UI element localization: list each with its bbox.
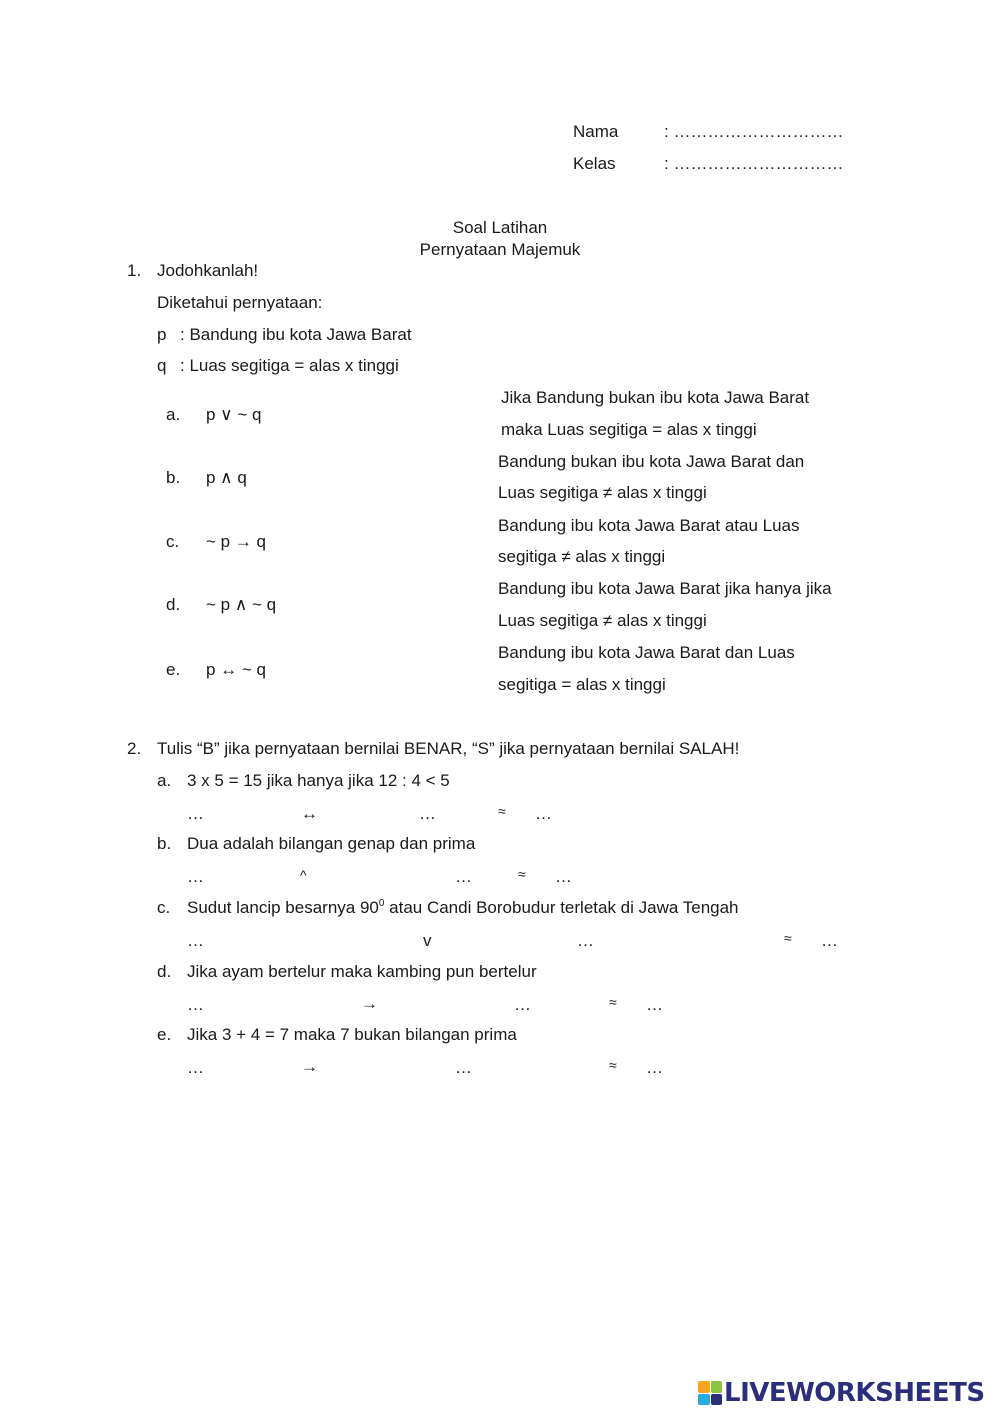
- q2-c-blank-1[interactable]: …: [187, 931, 204, 950]
- q2-a-blank-2[interactable]: …: [419, 804, 436, 823]
- match-answer-2-line2: Luas segitiga ≠ alas x tinggi: [498, 483, 707, 502]
- logo-tile: [711, 1394, 723, 1406]
- statement-q-label: q: [157, 356, 167, 375]
- match-answer-3-line1: Bandung ibu kota Jawa Barat atau Luas: [498, 516, 800, 535]
- statement-p-text: : Bandung ibu kota Jawa Barat: [180, 325, 412, 344]
- liveworksheets-logo: [698, 1378, 985, 1408]
- match-letter-b: b.: [166, 468, 181, 487]
- logo-tile: [711, 1381, 723, 1393]
- q2-d-blank-1[interactable]: …: [187, 995, 204, 1014]
- match-answer-2-line1: Bandung bukan ibu kota Jawa Barat dan: [498, 452, 805, 471]
- q2-statement-c-start: Sudut lancip besarnya 90: [187, 898, 379, 917]
- match-expr-d[interactable]: ~ p ∧ ~ q: [206, 595, 277, 614]
- q2-instruction: Tulis “B” jika pernyataan bernilai BENAR, “S” jika pernyataan bernilai SALAH!: [157, 739, 740, 758]
- q2-statement-a: 3 x 5 = 15 jika hanya jika 12 : 4 < 5: [187, 771, 450, 790]
- statement-q-text: : Luas segitiga = alas x tinggi: [180, 356, 399, 375]
- q2-e-approx: ≈: [609, 1057, 617, 1073]
- q2-c-blank-3[interactable]: …: [821, 931, 838, 950]
- match-expr-e[interactable]: p ↔ ~ q: [206, 660, 267, 679]
- q2-e-blank-2[interactable]: …: [455, 1058, 472, 1077]
- q2-statement-e: Jika 3 + 4 = 7 maka 7 bukan bilangan prima: [187, 1025, 517, 1044]
- degree-superscript: 0: [378, 898, 385, 909]
- q2-b-operator: ^: [300, 867, 307, 883]
- match-expr-b[interactable]: p ∧ q: [206, 468, 247, 487]
- q2-letter-a: a.: [157, 771, 172, 790]
- logo-text: LIVEWORKSHEETS: [724, 1378, 985, 1408]
- q2-d-operator: →: [361, 994, 378, 1013]
- match-expr-a[interactable]: p ∨ ~ q: [206, 405, 262, 424]
- class-label: Kelas: [573, 154, 616, 173]
- q2-b-approx: ≈: [518, 866, 526, 882]
- q2-d-blank-2[interactable]: …: [514, 995, 531, 1014]
- q2-statement-c-end: atau Candi Borobudur terletak di Jawa Tengah: [384, 898, 739, 917]
- q2-a-blank-3[interactable]: …: [535, 804, 552, 823]
- q2-c-operator: v: [423, 931, 432, 950]
- q2-d-approx: ≈: [609, 994, 617, 1010]
- match-expr-c[interactable]: ~ p → q: [206, 532, 267, 551]
- page-title: Soal Latihan: [452, 218, 548, 237]
- q2-b-blank-2[interactable]: …: [455, 867, 472, 886]
- q2-statement-b: Dua adalah bilangan genap dan prima: [187, 834, 476, 853]
- logo-tile: [698, 1394, 710, 1406]
- q2-b-blank-1[interactable]: …: [187, 867, 204, 886]
- logo-tile: [698, 1381, 710, 1393]
- q2-number: 2.: [127, 739, 142, 758]
- q2-statement-d: Jika ayam bertelur maka kambing pun bertelur: [187, 962, 537, 981]
- q2-e-blank-1[interactable]: …: [187, 1058, 204, 1077]
- q1-number: 1.: [127, 261, 142, 280]
- q2-e-blank-3[interactable]: …: [646, 1058, 663, 1077]
- match-answer-1-line1: Jika Bandung bukan ibu kota Jawa Barat: [501, 388, 810, 407]
- name-label: Nama: [573, 122, 619, 141]
- q2-d-blank-3[interactable]: …: [646, 995, 663, 1014]
- q2-letter-b: b.: [157, 834, 172, 853]
- match-letter-c: c.: [166, 532, 180, 551]
- q1-given: Diketahui pernyataan:: [157, 293, 323, 312]
- match-answer-5-line1: Bandung ibu kota Jawa Barat dan Luas: [498, 643, 795, 662]
- q2-statement-c: [187, 899, 739, 916]
- q2-c-blank-2[interactable]: …: [577, 931, 594, 950]
- q2-letter-c: c.: [157, 898, 171, 917]
- match-answer-1-line2: maka Luas segitiga = alas x tinggi: [501, 420, 757, 439]
- statement-p-label: p: [157, 325, 167, 344]
- page-subtitle: Pernyataan Majemuk: [419, 240, 581, 259]
- match-answer-3-line2: segitiga ≠ alas x tinggi: [498, 547, 666, 566]
- match-letter-a: a.: [166, 405, 181, 424]
- class-field[interactable]: : …………………………: [664, 154, 844, 173]
- match-answer-4-line1: Bandung ibu kota Jawa Barat jika hanya jika: [498, 579, 832, 598]
- match-letter-e: e.: [166, 660, 181, 679]
- q2-a-approx: ≈: [498, 803, 506, 819]
- match-answer-5-line2: segitiga = alas x tinggi: [498, 675, 666, 694]
- q2-e-operator: →: [301, 1057, 318, 1076]
- q1-instruction: Jodohkanlah!: [157, 261, 259, 280]
- q2-a-operator: ↔: [301, 804, 318, 823]
- q2-a-blank-1[interactable]: …: [187, 804, 204, 823]
- name-field[interactable]: : …………………………: [664, 122, 844, 141]
- q2-c-approx: ≈: [784, 930, 792, 946]
- q2-letter-e: e.: [157, 1025, 172, 1044]
- match-letter-d: d.: [166, 595, 181, 614]
- q2-letter-d: d.: [157, 962, 172, 981]
- logo-mark-icon: [698, 1381, 722, 1405]
- q2-b-blank-3[interactable]: …: [555, 867, 572, 886]
- match-answer-4-line2: Luas segitiga ≠ alas x tinggi: [498, 611, 707, 630]
